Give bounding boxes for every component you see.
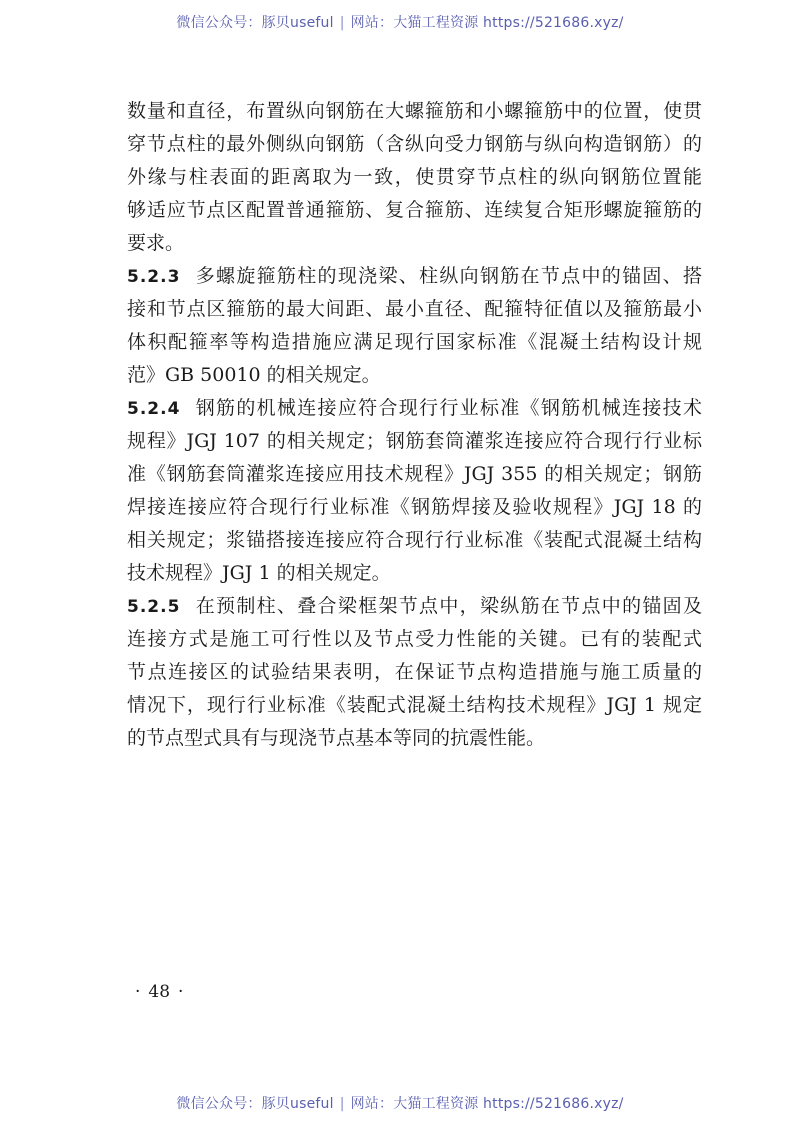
clause-number: 5.2.4 <box>127 399 181 419</box>
watermark-website: 网站：大猫工程资源 https://521686.xyz/ <box>350 15 624 31</box>
text-line: 情况下，现行行业标准《装配式混凝土结构技术规程》JGJ 1 规定 <box>127 694 702 716</box>
watermark-header <box>0 12 800 32</box>
text-line: 范》GB 50010 的相关规定。 <box>127 364 381 386</box>
clause-first-line <box>127 260 702 293</box>
watermark-separator: | <box>339 15 345 31</box>
text-line: 外缘与柱表面的距离取为一致，使贯穿节点柱的纵向钢筋位置能 <box>127 166 702 188</box>
text-line: 够适应节点区配置普通箍筋、复合箍筋、连续复合矩形螺旋箍筋的 <box>127 199 702 221</box>
watermark-website: 网站：大猫工程资源 https://521686.xyz/ <box>350 1096 624 1112</box>
text-line: 技术规程》JGJ 1 的相关规定。 <box>127 562 391 584</box>
page-number-dot-left: · <box>135 982 141 1002</box>
text-line: 穿节点柱的最外侧纵向钢筋（含纵向受力钢筋与纵向构造钢筋）的 <box>127 133 702 155</box>
text-line: 节点连接区的试验结果表明，在保证节点构造措施与施工质量的 <box>127 661 702 683</box>
page-number <box>127 982 191 1002</box>
page-number-dot-right: · <box>178 982 184 1002</box>
text-line: 接和节点区箍筋的最大间距、最小直径、配箍特征值以及箍筋最小 <box>127 298 702 320</box>
watermark-wechat: 微信公众号：豚贝useful <box>176 15 334 31</box>
text-line: 体积配箍率等构造措施应满足现行国家标准《混凝土结构设计规 <box>127 331 702 353</box>
text-line: 焊接连接应符合现行行业标准《钢筋焊接及验收规程》JGJ 18 的 <box>127 496 702 518</box>
text-line: 要求。 <box>127 232 185 254</box>
clause-number: 5.2.5 <box>127 597 181 617</box>
text-line: 规程》JGJ 107 的相关规定；钢筋套筒灌浆连接应符合现行行业标 <box>127 430 702 452</box>
text-span: 在预制柱、叠合梁框架节点中，梁纵筋在节点中的锚固及 <box>194 595 702 617</box>
watermark-footer <box>0 1093 800 1113</box>
text-line: 的节点型式具有与现浇节点基本等同的抗震性能。 <box>127 727 546 749</box>
text-span: 多螺旋箍筋柱的现浇梁、柱纵向钢筋在节点中的锚固、搭 <box>194 265 702 287</box>
clause-first-line <box>127 590 702 623</box>
page-number-value: 48 <box>148 982 171 1002</box>
watermark-separator: | <box>339 1096 345 1112</box>
text-line: 准《钢筋套筒灌浆连接应用技术规程》JGJ 355 的相关规定；钢筋 <box>127 463 702 485</box>
text-line: 连接方式是施工可行性以及节点受力性能的关键。已有的装配式 <box>127 628 702 650</box>
clause-first-line <box>127 392 702 425</box>
document-body <box>127 95 702 755</box>
text-line: 相关规定；浆锚搭接连接应符合现行行业标准《装配式混凝土结构 <box>127 529 702 551</box>
watermark-wechat: 微信公众号：豚贝useful <box>176 1096 334 1112</box>
clause-number: 5.2.3 <box>127 267 181 287</box>
text-line: 数量和直径，布置纵向钢筋在大螺箍筋和小螺箍筋中的位置，使贯 <box>127 100 702 122</box>
text-span: 钢筋的机械连接应符合现行行业标准《钢筋机械连接技术 <box>194 397 702 419</box>
